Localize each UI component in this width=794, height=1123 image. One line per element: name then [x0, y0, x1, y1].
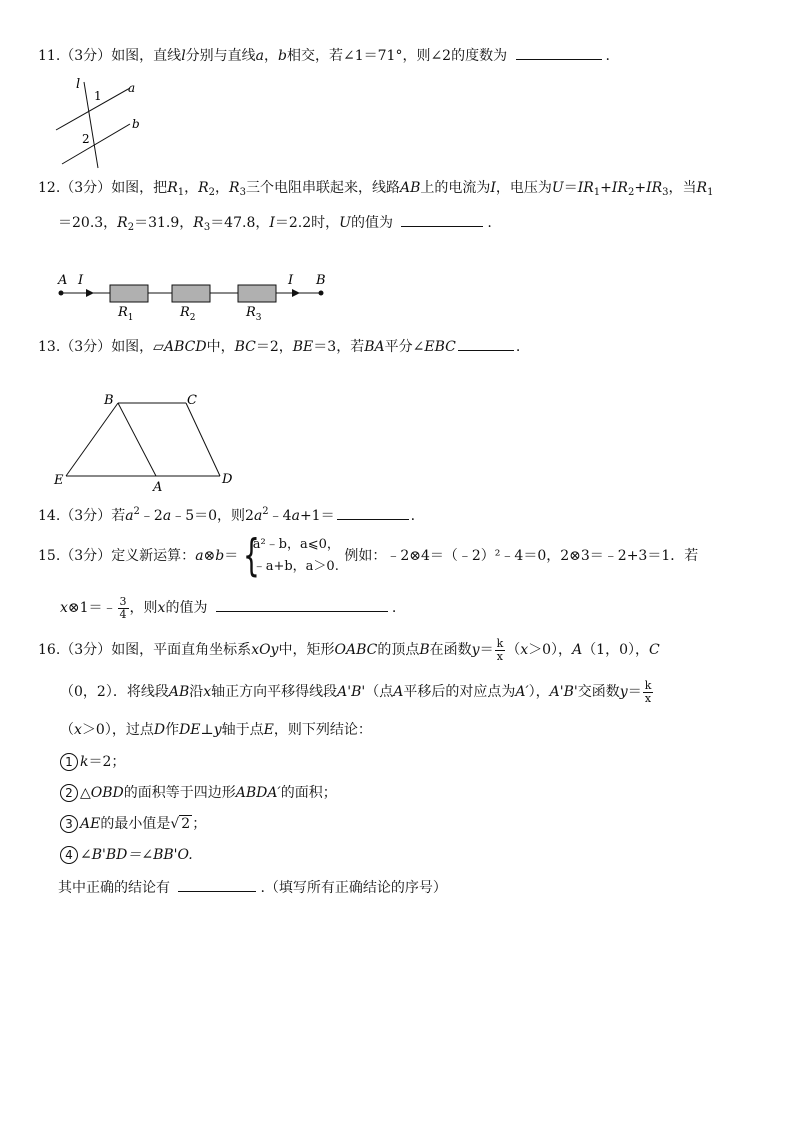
- var-D: D: [153, 722, 166, 738]
- text: .: [605, 48, 610, 64]
- text: ⊗: [203, 548, 216, 564]
- var-ApBp: A'B': [549, 684, 578, 700]
- text: ＝3，若: [313, 339, 365, 355]
- var-R: R: [229, 180, 240, 196]
- var-BA: BA: [364, 339, 385, 355]
- answer-blank[interactable]: [401, 211, 483, 227]
- var-IR: IR: [611, 180, 628, 196]
- answer-blank[interactable]: [178, 876, 256, 892]
- subscript: 2: [208, 187, 216, 198]
- text: （点: [365, 684, 394, 700]
- var-k: k: [80, 754, 89, 770]
- var-DE: DE: [179, 722, 201, 738]
- var-b: b: [215, 548, 225, 564]
- question-16-line2: [60, 678, 654, 706]
- var-a: a: [255, 48, 265, 64]
- text: ＝2，: [255, 339, 293, 355]
- var-ABDAp: ABDA′: [235, 785, 281, 801]
- text: ，则下列结论：: [273, 722, 372, 738]
- text: 分别与直线: [185, 48, 256, 64]
- text: 其中正确的结论有: [58, 880, 170, 896]
- var-a: a: [195, 548, 204, 564]
- line-a: [56, 88, 130, 130]
- var-y: y: [471, 642, 480, 658]
- text: +: [600, 180, 612, 196]
- text: 轴正方向平移得线段: [211, 684, 338, 700]
- edge-CD: [186, 403, 220, 476]
- subscript: 3: [662, 187, 669, 198]
- var-U: U: [551, 180, 564, 196]
- edge-BA: [118, 403, 156, 476]
- fraction: [118, 596, 129, 621]
- var-I: I: [490, 180, 496, 196]
- text: +: [634, 180, 647, 196]
- q13-parallelogram-figure: [52, 390, 242, 496]
- var-x: x: [60, 600, 68, 616]
- text: ＝20.3，: [58, 215, 118, 231]
- var-y: y: [213, 722, 222, 738]
- var-A: A: [572, 642, 583, 658]
- text: 的值为: [350, 215, 393, 231]
- current-arrow: [292, 289, 300, 297]
- var-Ap: A′: [515, 684, 529, 700]
- subscript: 1: [593, 187, 601, 198]
- var-x: x: [157, 600, 166, 616]
- text: +1＝: [299, 508, 335, 524]
- score: （3分）: [60, 642, 112, 658]
- label-angle-2: 2: [82, 132, 90, 146]
- circled-number: 2: [60, 784, 78, 802]
- var-BE: BE: [292, 339, 314, 355]
- text: ﹣5＝0，则2: [171, 508, 254, 524]
- label-a: a: [128, 81, 136, 95]
- question-number: 13.: [38, 339, 61, 355]
- label-A: A: [58, 273, 68, 288]
- q11-figure: [52, 72, 152, 172]
- var-IR: IR: [577, 180, 594, 196]
- question-number: 11.: [38, 48, 61, 64]
- answer-blank[interactable]: [216, 596, 388, 612]
- denominator: x: [496, 649, 503, 663]
- var-l: l: [181, 48, 186, 64]
- question-number: 12.: [38, 180, 61, 196]
- label-B: B: [316, 273, 326, 288]
- answer-blank[interactable]: [337, 504, 409, 520]
- fraction-k-over-x: [495, 638, 506, 663]
- label-R3: $R_3$: [246, 305, 262, 323]
- question-number: 16.: [38, 642, 61, 658]
- text: 的顶点: [377, 642, 420, 658]
- text: 中，矩形: [278, 642, 335, 658]
- var-x: x: [74, 722, 82, 738]
- circled-number: 3: [60, 815, 78, 833]
- text: 的面积等于四边形: [123, 785, 236, 801]
- text: 交函数: [577, 684, 620, 700]
- denominator: x: [644, 691, 652, 705]
- text: 轴于点: [221, 722, 264, 738]
- text: 若: [111, 508, 126, 524]
- numerator: 3: [119, 594, 127, 608]
- question-12: [38, 178, 713, 203]
- score: （3分）: [60, 508, 112, 524]
- text: （: [60, 722, 74, 738]
- text: .: [391, 600, 397, 616]
- text: ⊥: [200, 722, 214, 738]
- var-AE: AE: [80, 816, 101, 832]
- question-15-line2: [60, 594, 396, 622]
- var-IR: IR: [646, 180, 663, 196]
- question-11: [38, 44, 610, 66]
- var-R: R: [198, 180, 209, 196]
- label-b: b: [132, 117, 140, 131]
- label-A: A: [153, 480, 163, 495]
- text: 例如：﹣2⊗4＝（﹣2）²﹣4＝0，2⊗3＝﹣2+3＝1．若: [344, 548, 699, 564]
- label-angle-1: 1: [94, 89, 102, 103]
- text: ∠B'BD＝∠BB'O.: [80, 847, 193, 863]
- question-15: [38, 530, 699, 581]
- text: ⊗1＝﹣: [67, 600, 117, 616]
- var-ApBp: A'B': [337, 684, 366, 700]
- var-y: y: [619, 684, 628, 700]
- text: ＝31.9，: [134, 215, 194, 231]
- var-a: a: [162, 508, 172, 524]
- text: .: [487, 215, 492, 231]
- exponent: 2: [262, 506, 269, 517]
- text: 相交，若∠1＝71°，则∠2的度数为: [287, 48, 508, 64]
- text: ，则: [129, 600, 158, 616]
- label-E: E: [54, 473, 64, 488]
- label-C: C: [187, 393, 197, 408]
- text: ），: [528, 684, 550, 700]
- var-B: B: [419, 642, 430, 658]
- text: 如图，直线: [111, 48, 182, 64]
- subscript: 3: [239, 187, 246, 198]
- text: ﹣2: [139, 508, 163, 524]
- question-14: [38, 502, 415, 526]
- text: ，电压为: [495, 180, 552, 196]
- label-R2: $R_2$: [180, 305, 196, 323]
- resistor-1: [110, 285, 148, 302]
- label-D: D: [222, 472, 233, 487]
- text: .: [515, 339, 521, 355]
- text: ＝: [224, 548, 239, 564]
- var-EBC: EBC: [424, 339, 456, 355]
- edge-BE: [66, 403, 118, 476]
- subscript: 2: [127, 222, 135, 233]
- text: （0，2）．将线段: [60, 684, 169, 700]
- subscript: 3: [203, 222, 211, 233]
- score: （3分）: [60, 339, 112, 355]
- text: ＞0），: [528, 642, 573, 658]
- var-I: I: [269, 215, 275, 231]
- piecewise-definition: [242, 530, 340, 581]
- text: 定义新运算：: [111, 548, 196, 564]
- label-l: l: [76, 77, 81, 92]
- brace: {: [242, 530, 260, 581]
- text: ＝2.2时，: [274, 215, 340, 231]
- score: （3分）: [60, 48, 112, 64]
- var-A: A: [393, 684, 404, 700]
- resistor-2: [172, 285, 210, 302]
- subscript: 1: [177, 187, 185, 198]
- var-R: R: [696, 180, 708, 196]
- var-E: E: [263, 722, 274, 738]
- conclusion-1: [60, 752, 125, 772]
- text: ＝: [627, 684, 642, 700]
- var-ABCD: ABCD: [163, 339, 207, 355]
- current-arrow: [86, 289, 94, 297]
- exponent: 2: [133, 506, 140, 517]
- var-C: C: [649, 642, 660, 658]
- text: 如图，把: [111, 180, 168, 196]
- conclusion-4: [60, 845, 193, 865]
- var-OBD: OBD: [90, 785, 124, 801]
- text: ﹣4: [268, 508, 292, 524]
- question-13: [38, 335, 520, 357]
- text: 上的电流为: [420, 180, 491, 196]
- text: 的值为: [165, 600, 208, 616]
- sqrt: √ 2: [170, 816, 191, 832]
- var-xOy: xOy: [251, 642, 279, 658]
- text: ，: [184, 180, 199, 196]
- var-a: a: [291, 508, 300, 524]
- var-x: x: [203, 684, 212, 700]
- text: ＝2；: [88, 754, 126, 770]
- var-AB: AB: [399, 180, 421, 196]
- question-number: 15.: [38, 548, 61, 564]
- subscript: 2: [627, 187, 635, 198]
- label-R1: $R_1$: [118, 305, 134, 323]
- var-BC: BC: [234, 339, 256, 355]
- var-R: R: [167, 180, 178, 196]
- text: ＝: [563, 180, 578, 196]
- text: ；: [192, 816, 207, 832]
- label-B: B: [104, 393, 114, 408]
- text: ＞0），过点: [81, 722, 154, 738]
- text: （: [506, 642, 521, 658]
- text: 平分∠: [384, 339, 425, 355]
- score: （3分）: [60, 180, 112, 196]
- text: 三个电阻串联起来，线路: [245, 180, 400, 196]
- label-I: I: [288, 273, 294, 288]
- question-number: 14.: [38, 508, 61, 524]
- text: 如图，平面直角坐标系: [111, 642, 252, 658]
- radicand: 2: [181, 816, 191, 832]
- var-a: a: [253, 508, 263, 524]
- denominator: 4: [119, 607, 127, 621]
- circled-number: 1: [60, 753, 78, 771]
- text: ，当: [668, 180, 697, 196]
- conclusion-2: [60, 783, 337, 803]
- text: .: [410, 508, 416, 524]
- var-a: a: [125, 508, 134, 524]
- fraction-k-over-x: [643, 680, 654, 705]
- text: （1，0），: [582, 642, 650, 658]
- var-U: U: [339, 215, 351, 231]
- label-I: I: [78, 273, 84, 288]
- conclusion-3: [60, 814, 206, 834]
- circled-number: 4: [60, 846, 78, 864]
- var-AB: AB: [168, 684, 190, 700]
- text: ＝47.8，: [210, 215, 270, 231]
- text: △: [80, 785, 91, 801]
- text: ＝: [479, 642, 494, 658]
- answer-blank[interactable]: [516, 44, 602, 60]
- numerator: k: [496, 636, 504, 650]
- text: 的面积；: [280, 785, 337, 801]
- question-16-final: [58, 876, 447, 898]
- question-16: [38, 636, 660, 664]
- text: .（填写所有正确结论的序号）: [260, 880, 447, 896]
- var-OABC: OABC: [334, 642, 378, 658]
- text: 如图，▱: [111, 339, 164, 355]
- text: 中，: [206, 339, 235, 355]
- case-2: ﹣a+b，a＞0.: [252, 559, 339, 574]
- score: （3分）: [60, 548, 112, 564]
- text: 平移后的对应点为: [403, 684, 516, 700]
- text: 作: [165, 722, 180, 738]
- answer-blank[interactable]: [458, 335, 514, 351]
- var-x: x: [520, 642, 529, 658]
- var-R: R: [193, 215, 204, 231]
- subscript: 1: [707, 187, 714, 198]
- text: 的最小值是: [100, 816, 171, 832]
- resistor-3: [238, 285, 276, 302]
- text: 沿: [189, 684, 204, 700]
- text: ，: [215, 180, 230, 196]
- var-R: R: [117, 215, 128, 231]
- text: 在函数: [429, 642, 472, 658]
- text: ，: [264, 48, 279, 64]
- numerator: k: [644, 678, 652, 692]
- var-b: b: [278, 48, 287, 64]
- case-1: a²﹣b，a⩽0，: [252, 537, 340, 552]
- question-16-line3: [60, 720, 372, 740]
- q12-circuit-figure: [52, 270, 342, 326]
- question-12-line2: [58, 211, 492, 238]
